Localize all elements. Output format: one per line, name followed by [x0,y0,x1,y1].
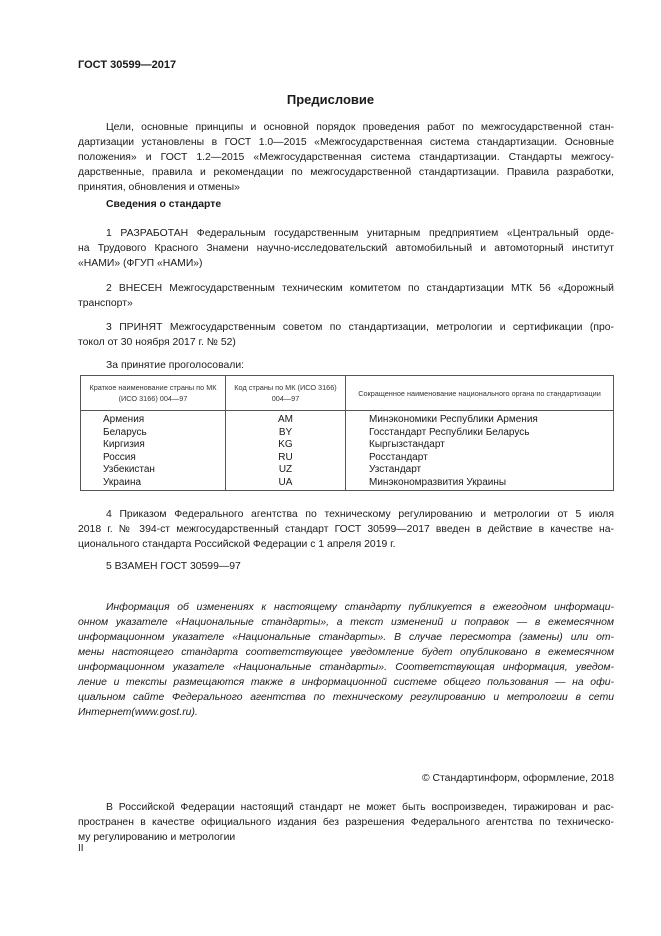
page-number: II [78,843,84,854]
item-enacted [78,507,614,552]
item-developed [78,226,614,271]
text-line: информационном указателе «Национальные стандарты». Соответствующая информация, уведом- [78,662,614,673]
body-cell: Узстандарт [346,464,614,477]
country-cell: Армения [81,411,226,427]
text-line: 4 Приказом Федерального агентства по техническому регулированию и метрологии от 5 июля [106,509,614,520]
table-row [81,452,614,465]
country-cell: Украина [81,477,226,491]
text-line: онном указателе «Национальные стандарты», а текст изменений и поправок — в ежемесячном [78,617,614,628]
copyright-notice: © Стандартинформ, оформление, 2018 [421,773,614,784]
text-line: 1 РАЗРАБОТАН Федеральным государственным унитарным предприятием «Центральный орде- [106,228,614,239]
text-line: дарственные, правила и рекомендации по межгосударственной стандартизации. Правила разработки, [78,167,614,178]
code-cell: UZ [226,464,346,477]
code-cell: KG [226,439,346,452]
text-line: Интернет(www.gost.ru). [78,707,198,718]
body-cell: Минэкономики Республики Армения [346,411,614,427]
intro-paragraph [78,120,614,195]
section-heading: Сведения о стандарте [106,199,222,210]
item-introduced [78,281,614,311]
text-line: 2 ВНЕСЕН Межгосударственным техническим комитетом по стандартизации МТК 56 «Дорожный [106,283,614,294]
document-header: ГОСТ 30599—2017 [78,59,177,71]
body-cell: Кыргызстандарт [346,439,614,452]
text-line: токол от 30 ноября 2017 г. № 52) [78,337,236,348]
country-cell: Россия [81,452,226,465]
country-cell: Киргизия [81,439,226,452]
code-cell: BY [226,427,346,440]
text-line: Информация об изменениях к настоящему стандарту публикуется в ежегодном информаци- [106,602,614,613]
text-line: «НАМИ» (ФГУП «НАМИ») [78,258,203,269]
text-line: положения» и ГОСТ 1.2—2015 «Межгосударственная система стандартизации. Стандарты межгосу- [78,152,614,163]
text-line: на Трудового Красного Знамени научно-исследовательский автомобильный и автомоторный институт [78,243,614,254]
table-row [81,464,614,477]
text-line: Цели, основные принципы и основной порядок проведения работ по межгосударственной стан- [106,122,614,133]
text-line: принятия, обновления и отмены» [78,182,240,193]
table-header-row [81,376,614,411]
table-row [81,439,614,452]
body-cell: Росстандарт [346,452,614,465]
body-cell: Госстандарт Республики Беларусь [346,427,614,440]
column-header-country: Краткое наименование страны по МК (ИСО 3166) 004—97 [81,376,226,411]
text-line: ционального стандарта Российской Федерации с 1 апреля 2019 г. [78,539,396,550]
column-header-body: Сокращенное наименование национального органа по стандартизации [346,376,614,411]
country-cell: Узбекистан [81,464,226,477]
page-title: Предисловие [286,92,375,107]
table-row [81,427,614,440]
item-replaces: 5 ВЗАМЕН ГОСТ 30599—97 [106,561,241,572]
code-cell: UA [226,477,346,491]
changes-notice [78,600,614,720]
text-line: циальном сайте Федерального агентства по техническому регулированию и метрологии в сети [78,692,614,703]
voting-table [80,375,614,491]
table-row [81,477,614,491]
code-cell: RU [226,452,346,465]
text-line: транспорт» [78,298,133,309]
body-cell: Минэкономразвития Украины [346,477,614,491]
text-line: 3 ПРИНЯТ Межгосударственным советом по стандартизации, метрологии и сертификации (про- [106,322,614,333]
text-line: му регулированию и метрологии [78,832,236,843]
text-line: информационном указателе «Национальные стандарты». В случае пересмотра (замены) или от- [78,632,614,643]
column-header-code: Код страны по МК (ИСО 3166) 004—97 [226,376,346,411]
text-line: мены настоящего стандарта соответствующее уведомление будет опубликовано в ежемесячном [78,647,614,658]
text-line: пространен в качестве официального издания без разрешения Федерального агентства по техническо- [78,817,614,828]
country-cell: Беларусь [81,427,226,440]
item-adopted [78,320,614,350]
table-row [81,411,614,427]
code-cell: AM [226,411,346,427]
text-line: В Российской Федерации настоящий стандарт не может быть воспроизведен, тиражирован и рас- [106,802,614,813]
text-line: ление и тексты размещаются также в информационной системе общего пользования — на офи- [78,677,614,688]
vote-label: За принятие проголосовали: [106,360,245,371]
text-line: 2018 г. № 394-ст межгосударственный стандарт ГОСТ 30599—2017 введен в действие в качестве на- [78,524,614,535]
text-line: дартизации установлены в ГОСТ 1.0—2015 «Межгосударственная система стандартизации. Основные [78,137,614,148]
legal-notice [78,800,614,845]
